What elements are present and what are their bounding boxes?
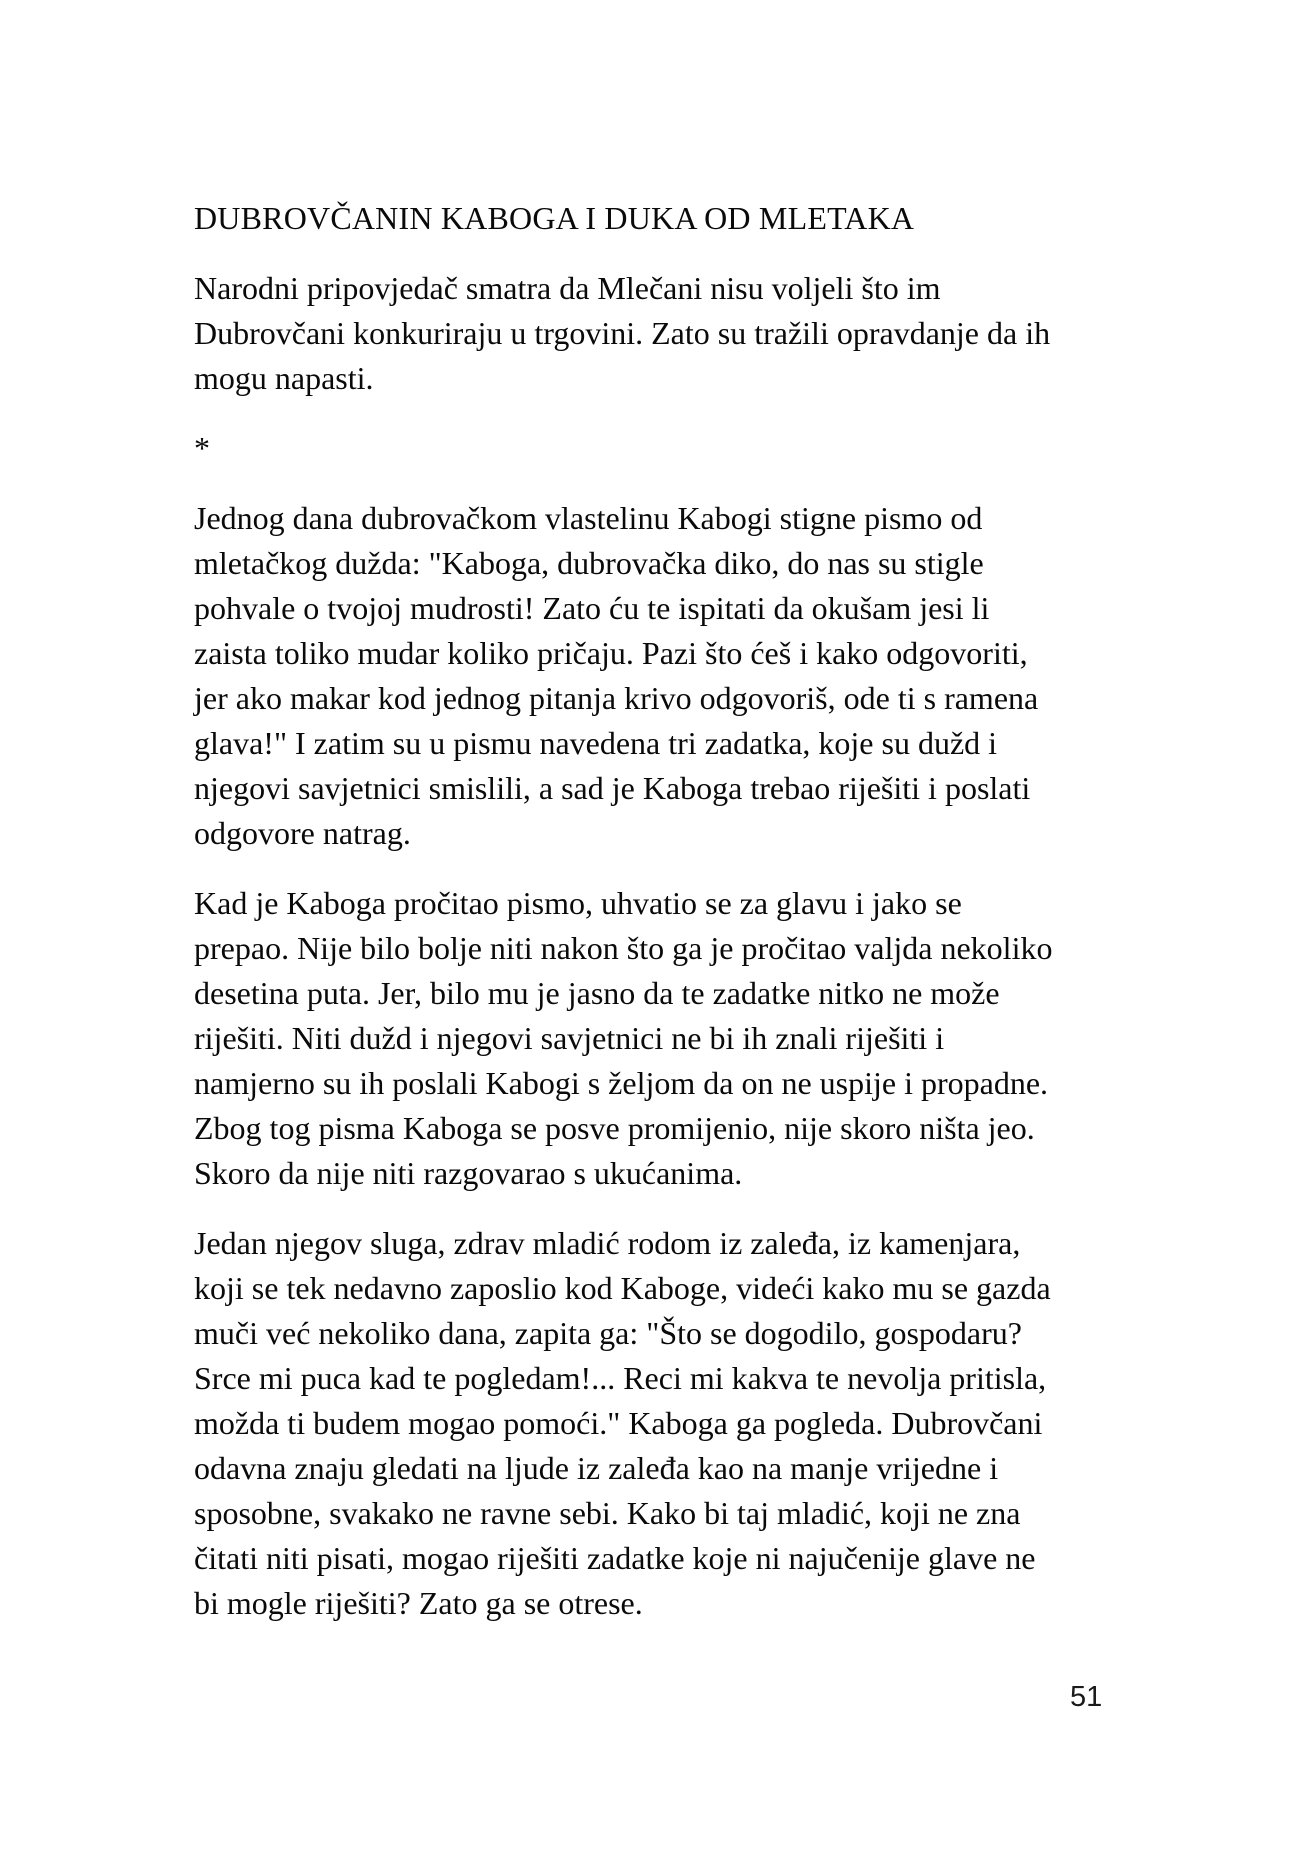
text-line: Kad je Kaboga pročitao pismo, uhvatio se za glavu i jako se — [194, 885, 962, 921]
paragraph — [194, 266, 1126, 401]
document-content — [194, 196, 1126, 1626]
document-title: DUBROVČANIN KABOGA I DUKA OD MLETAKA — [194, 200, 915, 236]
section-separator — [194, 426, 1126, 471]
paragraph — [194, 496, 1126, 856]
text-line: namjerno su ih poslali Kabogi s željom da on ne uspije i propadne. — [194, 1065, 1049, 1101]
text-line: mletačkog dužda: "Kaboga, dubrovačka diko, do nas su stigle — [194, 545, 984, 581]
text-line: glava!" I zatim su u pismu navedena tri zadatka, koje su dužd i — [194, 725, 998, 761]
text-line: možda ti budem mogao pomoći." Kaboga ga pogleda. Dubrovčani — [194, 1405, 1043, 1441]
text-line: odavna znaju gledati na ljude iz zaleđa kao na manje vrijedne i — [194, 1450, 999, 1486]
text-line: riješiti. Niti dužd i njegovi savjetnici ne bi ih znali riješiti i — [194, 1020, 945, 1056]
paragraphs-container — [194, 266, 1126, 1626]
text-line: koji se tek nedavno zaposlio kod Kaboge, videći kako mu se gazda — [194, 1270, 1051, 1306]
paragraph — [194, 881, 1126, 1196]
text-line: sposobne, svakako ne ravne sebi. Kako bi taj mladić, koji ne zna — [194, 1495, 1021, 1531]
text-line: Narodni pripovjedač smatra da Mlečani nisu voljeli što im — [194, 270, 941, 306]
text-line: jer ako makar kod jednog pitanja krivo odgovoriš, ode ti s ramena — [194, 680, 1039, 716]
text-line: njegovi savjetnici smislili, a sad je Kaboga trebao riješiti i poslati — [194, 770, 1031, 806]
text-line: pohvale o tvojoj mudrosti! Zato ću te ispitati da okušam jesi li — [194, 590, 990, 626]
text-line: zaista toliko mudar koliko pričaju. Pazi što ćeš i kako odgovoriti, — [194, 635, 1028, 671]
text-line: muči već nekoliko dana, zapita ga: "Što se dogodilo, gospodaru? — [194, 1315, 1022, 1351]
text-line: Jednog dana dubrovačkom vlastelinu Kabogi stigne pismo od — [194, 500, 983, 536]
text-line: Jedan njegov sluga, zdrav mladić rodom iz zaleđa, iz kamenjara, — [194, 1225, 1021, 1261]
text-line: Zbog tog pisma Kaboga se posve promijenio, nije skoro ništa jeo. — [194, 1110, 1035, 1146]
text-line: mogu napasti. — [194, 360, 374, 396]
paragraph — [194, 1221, 1126, 1626]
text-line: Skoro da nije niti razgovarao s ukućanima. — [194, 1155, 743, 1191]
text-line: * — [194, 430, 210, 466]
text-line: desetina puta. Jer, bilo mu je jasno da te zadatke nitko ne može — [194, 975, 1000, 1011]
page-number: 51 — [1070, 1681, 1103, 1713]
text-line: odgovore natrag. — [194, 815, 411, 851]
text-line: prepao. Nije bilo bolje niti nakon što ga je pročitao valjda nekoliko — [194, 930, 1053, 966]
text-line: bi mogle riješiti? Zato ga se otrese. — [194, 1585, 643, 1621]
text-line: Dubrovčani konkuriraju u trgovini. Zato su tražili opravdanje da ih — [194, 315, 1051, 351]
text-line: čitati niti pisati, mogao riješiti zadatke koje ni najučenije glave ne — [194, 1540, 1036, 1576]
text-line: Srce mi puca kad te pogledam!... Reci mi kakva te nevolja pritisla, — [194, 1360, 1047, 1396]
